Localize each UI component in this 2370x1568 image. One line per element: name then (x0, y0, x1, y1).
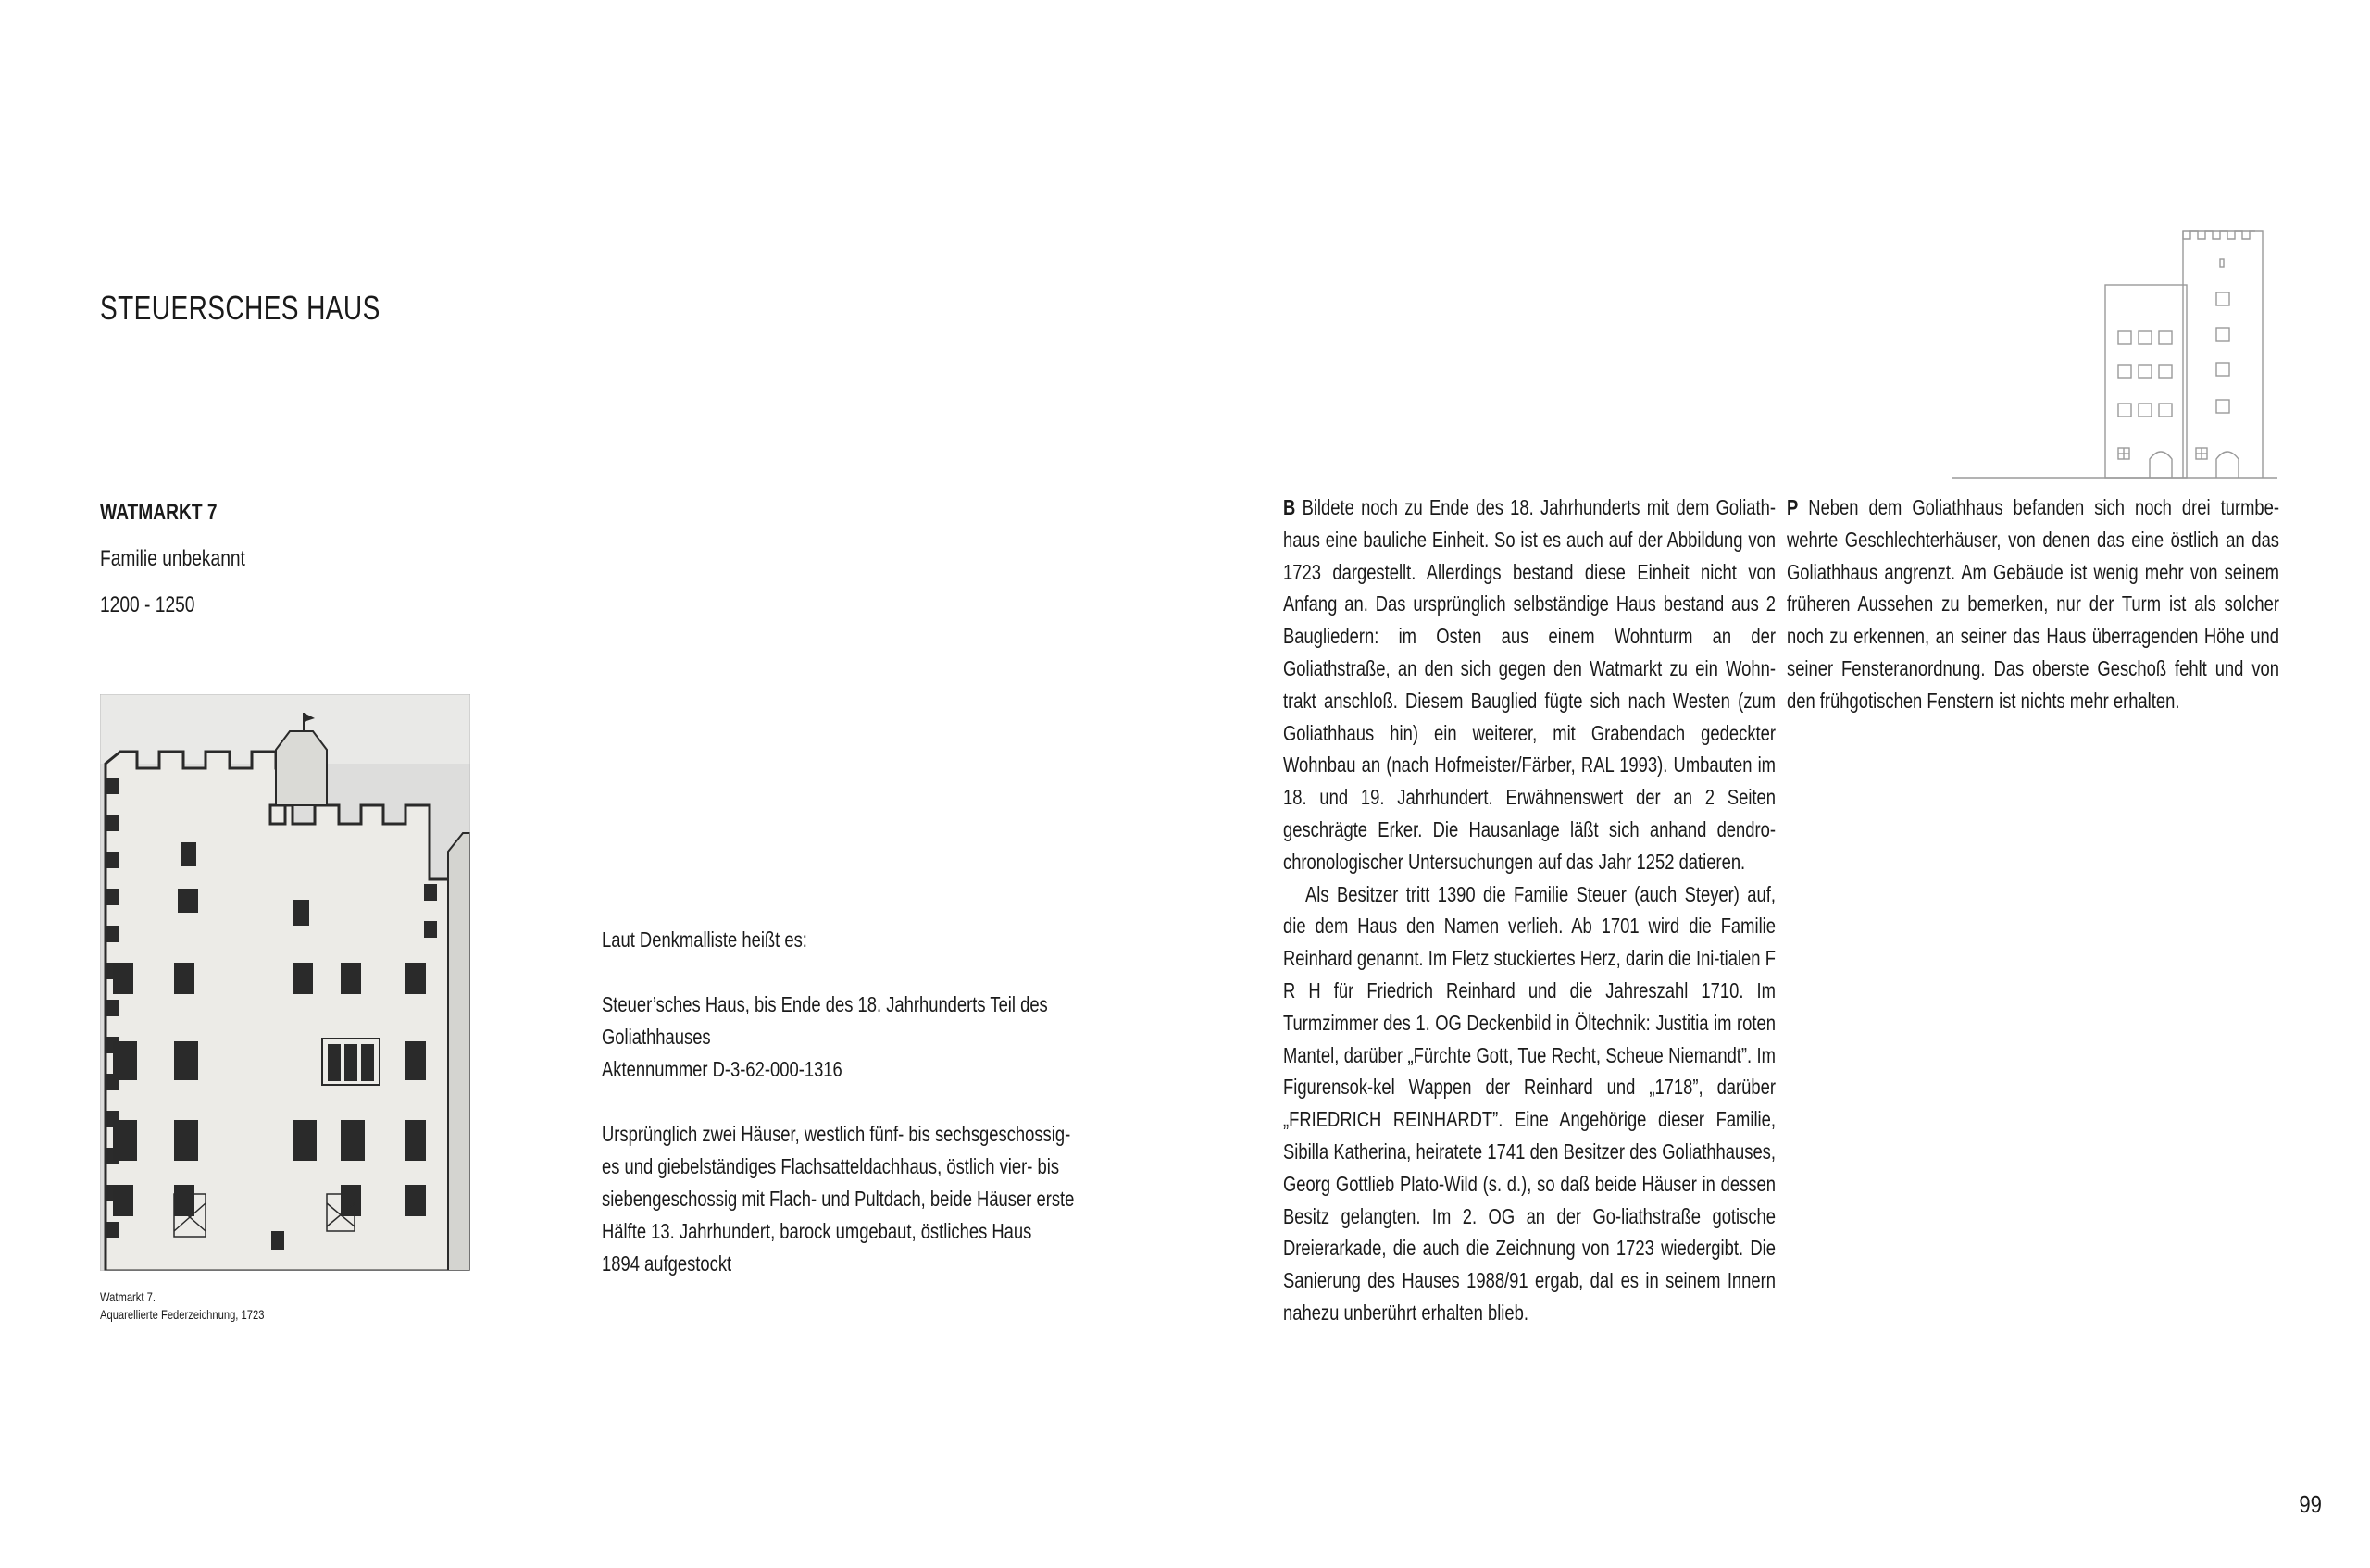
caption-line-1: Watmarkt 7. (100, 1289, 156, 1304)
paragraph-b1-text: Bildete noch zu Ende des 18. Jahrhunderts mit dem Goliath-haus eine bauliche Einheit. So ist es auch auf der Abbildung von 1723 dargestellt. Allerdings bestand diese Einheit nicht von Anfang an. Das ursprünglich selbständige Haus bestand aus 2 Baugliedern: im Osten aus einem Wohnturm an der Goliathstraße, an den sich gegen den Watmarkt zu ein Wohn-trakt anschloß. Diesem Bauglied fügte sich nach Westen (zum Goliathhaus hin) ein weiterer, mit Grabendach gedeckter Wohnbau an (nach Hofmeister/Färber, RAL 1993). Umbauten im 18. und 19. Jahrhundert. Erwähnenswert der an 2 Seiten geschrägte Erker. Die Hausanlage läßt sich anhand dendro-chronologischer Untersuchungen auf das Jahr 1252 datieren. (1283, 495, 1776, 874)
initial-b: B (1283, 495, 1296, 519)
caption-line-2: Aquarellierte Federzeichnung, 1723 (100, 1307, 265, 1322)
paragraph-b2: Als Besitzer tritt 1390 die Familie Steuer (auch Steyer) auf, die dem Haus den Namen verlieh. Ab 1701 wird die Familie Reinhard genannt. Im Fletz stuckiertes Herz, darin die Ini-tialen F R H für Friedrich Reinhard und die Jahreszahl 1710. Im Turmzimmer des 1. OG Deckenbild in Öltechnik: Justitia im roten Mantel, darüber „Fürchte Gott, Tue Recht, Scheue Niemandt”. Im Figurensok-kel Wappen der Reinhard und „1718”, darüber „FRIEDRICH REINHARDT”. Eine Angehörige dieser Familie, Sibilla Katherina, heiratete 1741 den Besitzer des Goliathhauses, Georg Gottlieb Plato-Wild (s. d.), so daß beide Häuser in dessen Besitz gelangten. Im 2. OG an der Go-liathstraße gotische Dreierarkade, die auch die Zeichnung von 1723 wiedergibt. Die Sanierung des Hauses 1988/91 ergab, daI es in seinem Innern nahezu unberührt erhalten blieb. (1283, 881, 1776, 1325)
denkmal-line: Aktennummer D-3-62-000-1316 (602, 1057, 842, 1081)
initial-p: P (1787, 495, 1799, 519)
denkmal-intro: Laut Denkmalliste heißt es: (602, 927, 807, 952)
address-block (100, 500, 245, 618)
paragraph-p1-text: Neben dem Goliathhaus befanden sich noch drei turmbe-wehrte Geschlechterhäuser, von denen das eine östlich an das Goliathhaus angrenzt. Am Gebäude ist wenig mehr von seinem früheren Aussehen zu bemerken, nur der Turm ist als solcher noch zu erkennen, an seiner das Haus überragenden Höhe und seiner Fensteranordnung. Das oberste Geschoß fehlt und von den frühgotischen Fenstern ist nichts mehr erhalten. (1787, 495, 2279, 713)
image-caption (100, 1288, 264, 1324)
denkmalliste-block (602, 924, 1194, 1280)
denkmal-line: Goliathhauses (602, 1025, 711, 1049)
page-title: STEUERSCHES HAUS (100, 289, 380, 327)
denkmal-line: Steuer’sches Haus, bis Ende des 18. Jahrhunderts Teil des (602, 992, 1048, 1016)
owner-label: Familie unbekannt (100, 546, 245, 571)
denkmal-line: Hälfte 13. Jahrhundert, barock umgebaut, östliches Haus (602, 1219, 1032, 1243)
paragraph-p1 (1787, 492, 2279, 717)
street-address: WATMARKT 7 (100, 500, 218, 525)
denkmal-line: es und giebelständiges Flachsatteldachhaus, östlich vier- bis (602, 1154, 1060, 1178)
paragraph-b1 (1283, 492, 1776, 878)
building-elevation-drawing (1952, 230, 2277, 479)
history-column-b (1283, 492, 1776, 1329)
page-number: 99 (2299, 1490, 2322, 1518)
history-column-p (1787, 492, 2279, 717)
period-label: 1200 - 1250 (100, 592, 195, 617)
denkmal-line: Ursprünglich zwei Häuser, westlich fünf- bis sechsgeschossig- (602, 1122, 1071, 1146)
denkmal-line: 1894 aufgestockt (602, 1251, 732, 1276)
historic-facade-drawing (100, 694, 470, 1271)
denkmal-line: siebengeschossig mit Flach- und Pultdach, beide Häuser erste (602, 1187, 1075, 1211)
